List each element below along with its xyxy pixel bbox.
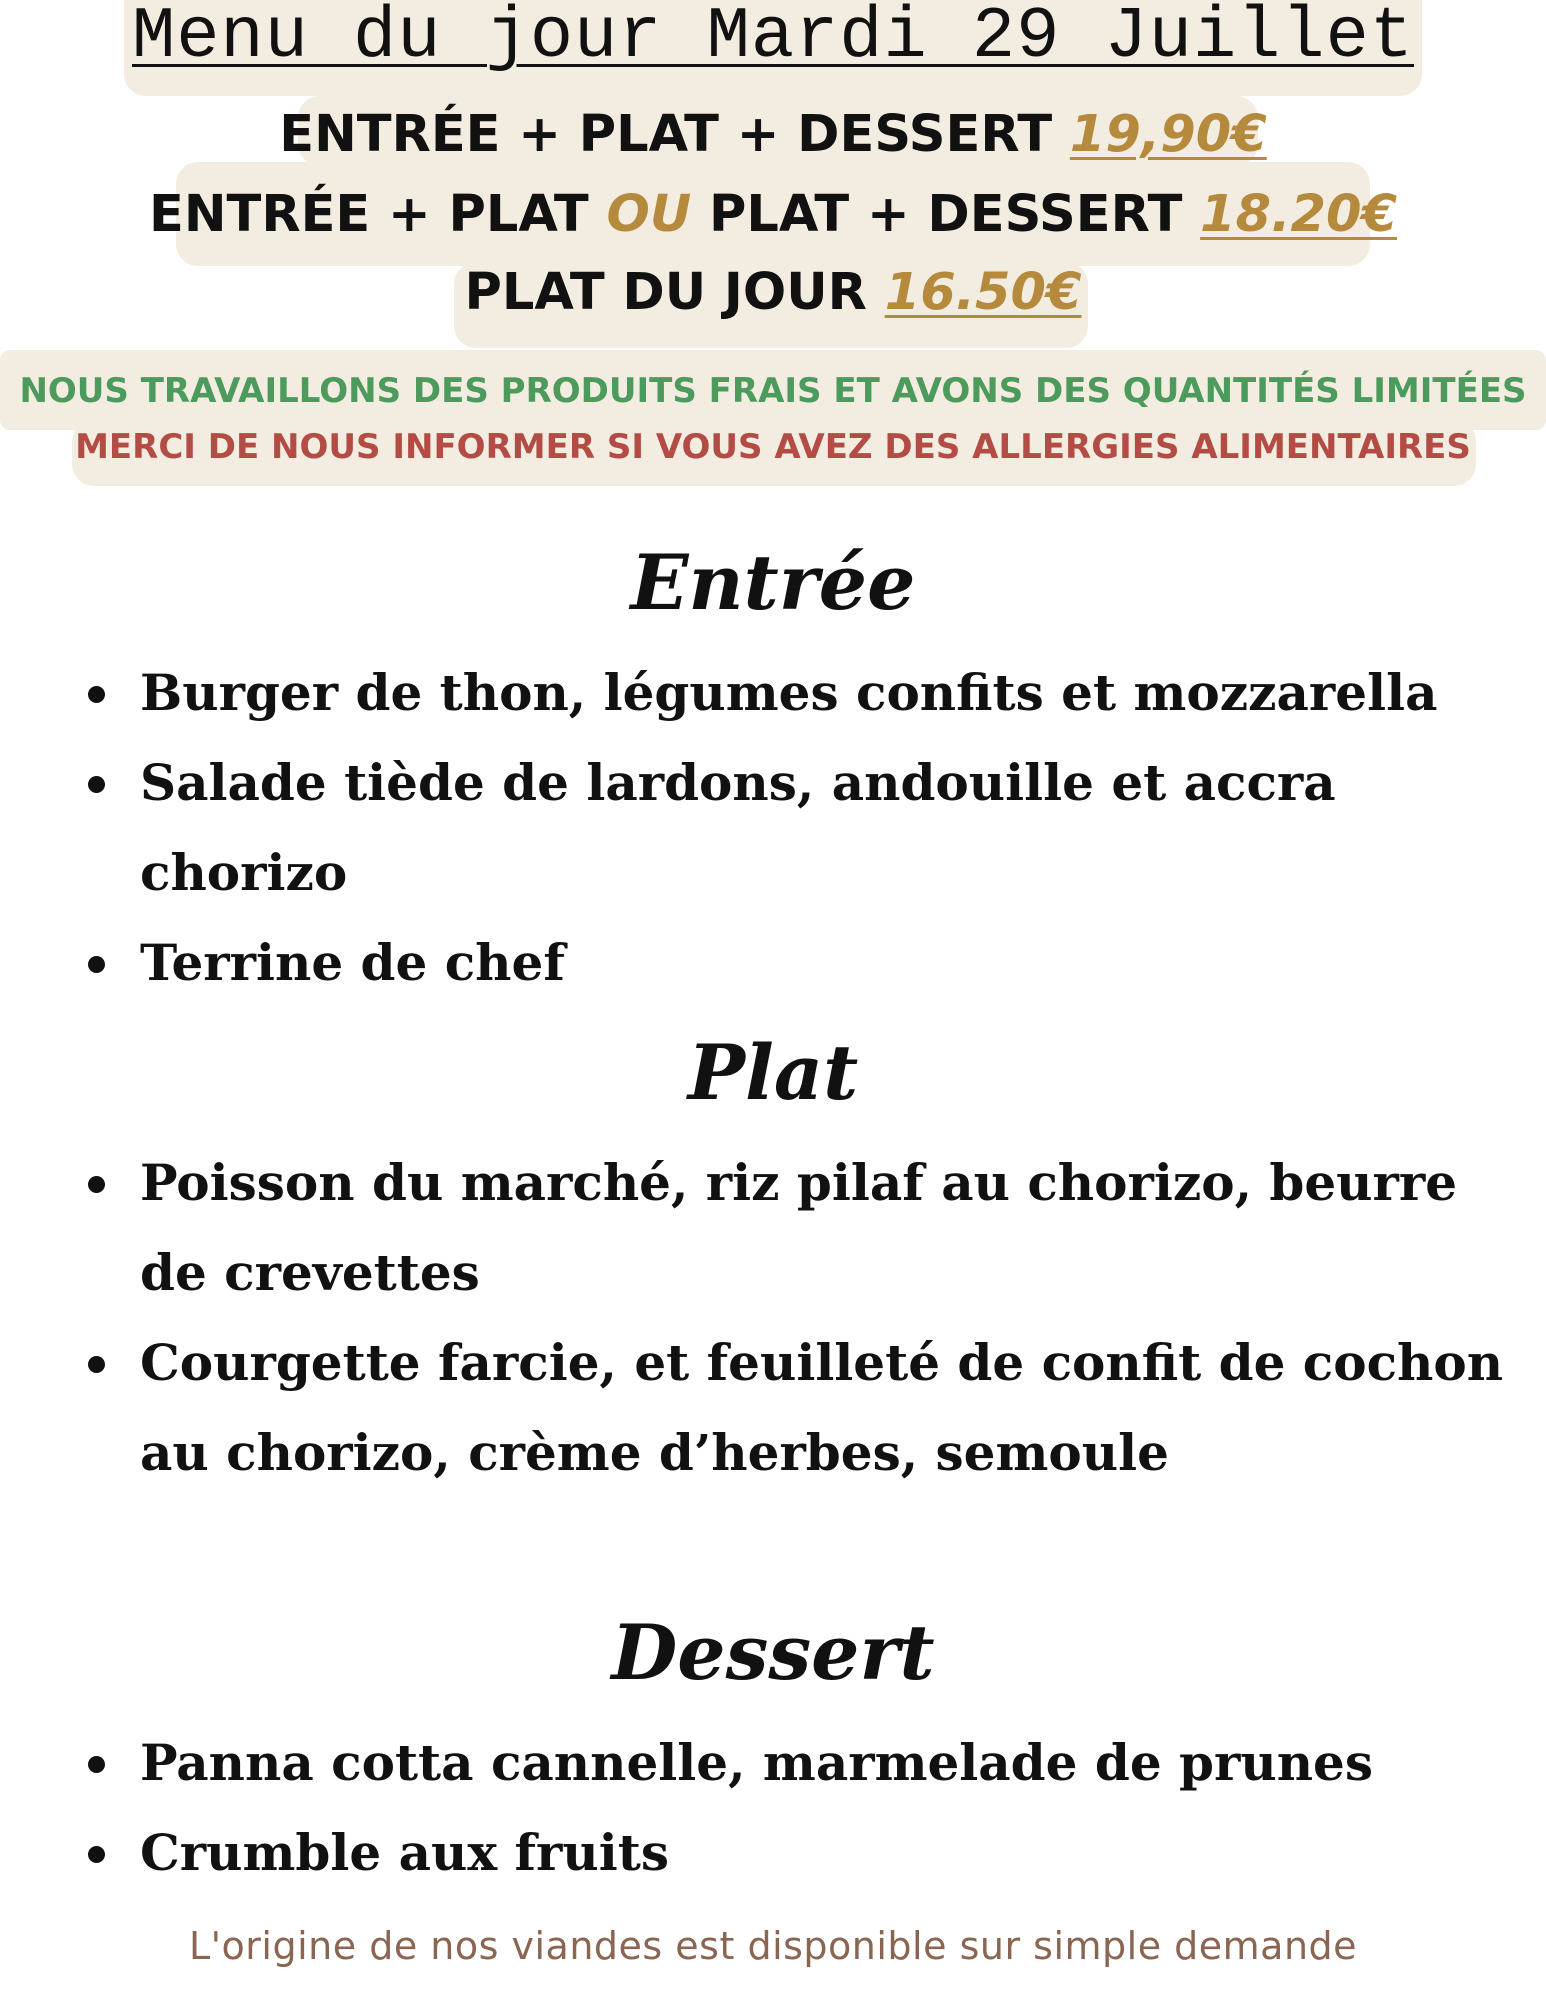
bullet-icon xyxy=(88,1756,105,1773)
notice-fresh-products: NOUS TRAVAILLONS DES PRODUITS FRAIS ET AVONS DES QUANTITÉS LIMITÉES xyxy=(19,371,1527,411)
formula-full xyxy=(0,100,1546,170)
list-item xyxy=(70,918,1530,1008)
notice-allergies: MERCI DE NOUS INFORMER SI VOUS AVEZ DES ALLERGIES ALIMENTAIRES xyxy=(75,427,1471,467)
formula-two-price: 18.20€ xyxy=(1200,185,1397,244)
list-item-text: Crumble aux fruits xyxy=(140,1823,669,1882)
list-item xyxy=(70,1808,1530,1898)
bullet-icon xyxy=(88,776,105,793)
formula-full-label: ENTRÉE + PLAT + DESSERT xyxy=(279,105,1053,164)
formula-two-label-b: PLAT + DESSERT xyxy=(709,185,1183,244)
section-title-entree: Entrée xyxy=(630,538,916,627)
list-item-text: Poisson du marché, riz pilaf au chorizo, beurre de crevettes xyxy=(140,1153,1458,1302)
list-item xyxy=(70,738,1530,918)
plat-list xyxy=(70,1138,1530,1498)
bullet-icon xyxy=(88,1356,105,1373)
list-item xyxy=(70,1138,1530,1318)
formula-two-connector: OU xyxy=(606,185,692,244)
list-item-text: Panna cotta cannelle, marmelade de prunes xyxy=(140,1733,1374,1792)
meat-origin-note: L'origine de nos viandes est disponible sur simple demande xyxy=(188,1924,1358,1968)
section-title-dessert: Dessert xyxy=(611,1608,935,1697)
formula-full-price: 19,90€ xyxy=(1069,105,1267,164)
list-item xyxy=(70,1718,1530,1808)
formula-two-course xyxy=(0,180,1546,250)
entree-list xyxy=(70,648,1530,1008)
list-item xyxy=(70,648,1530,738)
bullet-icon xyxy=(88,956,105,973)
list-item-text: Salade tiède de lardons, andouille et accra chorizo xyxy=(140,753,1336,902)
formula-two-label-a: ENTRÉE + PLAT xyxy=(149,185,589,244)
menu-title: Menu du jour Mardi 29 Juillet xyxy=(131,0,1414,78)
list-item-text: Courgette farcie, et feuilleté de confit de cochon au chorizo, crème d’herbes, semoule xyxy=(140,1333,1504,1482)
bullet-icon xyxy=(88,1176,105,1193)
list-item-text: Terrine de chef xyxy=(140,933,565,992)
bullet-icon xyxy=(88,1846,105,1863)
formula-plat-du-jour xyxy=(0,258,1546,328)
formula-plat-price: 16.50€ xyxy=(884,263,1082,322)
formula-plat-label: PLAT DU JOUR xyxy=(464,263,867,322)
list-item-text: Burger de thon, légumes confits et mozzarella xyxy=(140,663,1438,722)
bullet-icon xyxy=(88,686,105,703)
list-item xyxy=(70,1318,1530,1498)
dessert-list xyxy=(70,1718,1530,1898)
section-title-plat: Plat xyxy=(687,1028,859,1117)
